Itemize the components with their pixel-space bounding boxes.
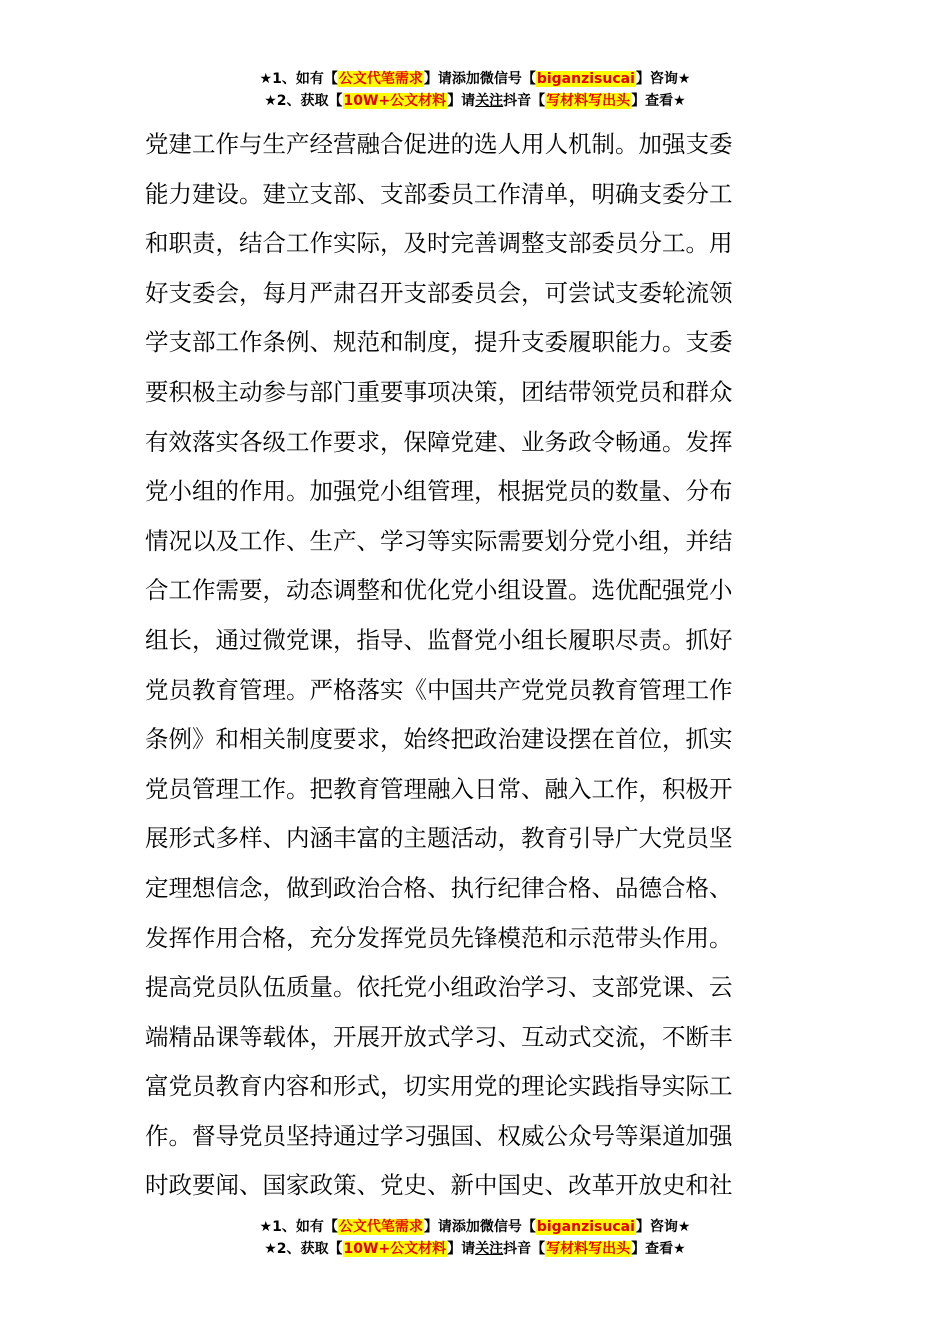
footer-line2-emphasis: 关注: [475, 1241, 504, 1257]
document-body: [145, 120, 807, 1211]
body-line-19: 端精品课等载体，开展开放式学习、互动式交流，不断丰: [145, 1022, 733, 1051]
body-line-8: 党小组的作用。加强党小组管理，根据党员的数量、分布: [145, 477, 733, 506]
footer-banner: [0, 1216, 950, 1260]
header-line1-middle2: 微信号【: [479, 71, 536, 87]
body-line-13: 条例》和相关制度要求，始终把政治建设摆在首位，抓实: [145, 725, 733, 754]
body-line-10: 合工作需要，动态调整和优化党小组设置。选优配强党小: [145, 576, 733, 605]
header-line1-prefix: ★1、如有【: [259, 71, 338, 87]
header-banner-line-2: [0, 90, 950, 112]
footer-line2-highlight-douyin: 写材料写出头: [546, 1241, 631, 1257]
header-line2-highlight-douyin: 写材料写出头: [546, 93, 631, 109]
body-line-14: 党员管理工作。把教育管理融入日常、融入工作，积极开: [145, 774, 733, 803]
footer-line1-middle2: 微信号【: [479, 1219, 536, 1235]
body-line-18: 提高党员队伍质量。依托党小组政治学习、支部党课、云: [145, 973, 733, 1002]
header-line2-middle: 】请: [447, 93, 476, 109]
header-line2-prefix: ★2、获取【: [264, 93, 343, 109]
header-banner-line-1: [0, 68, 950, 90]
footer-line2-highlight-materials: 10W+公文材料: [343, 1241, 447, 1257]
header-line2-middle2: 抖音【: [503, 93, 546, 109]
body-line-1: 党建工作与生产经营融合促进的选人用人机制。加强支委: [145, 130, 733, 158]
footer-line2-prefix: ★2、获取【: [264, 1241, 343, 1257]
body-line-7: 有效落实各级工作要求，保障党建、业务政令畅通。发挥: [145, 427, 733, 456]
footer-banner-line-1: [0, 1216, 950, 1238]
footer-line1-suffix: 】咨询★: [635, 1219, 691, 1235]
body-line-16: 定理想信念，做到政治合格、执行纪律合格、品德合格、: [145, 873, 733, 902]
body-line-9: 情况以及工作、生产、学习等实际需要划分党小组，并结: [145, 526, 733, 555]
body-line-11: 组长，通过微党课，指导、监督党小组长履职尽责。抓好: [145, 625, 733, 654]
footer-line2-middle2: 抖音【: [503, 1241, 546, 1257]
footer-line1-highlight-service: 公文代笔需求: [338, 1219, 423, 1235]
footer-line1-middle: 】请: [423, 1219, 452, 1235]
body-line-22: 时政要闻、国家政策、党史、新中国史、改革开放史和社: [145, 1171, 733, 1200]
body-line-5: 学支部工作条例、规范和制度，提升支委履职能力。支委: [145, 328, 733, 357]
footer-line1-emphasis: 添加: [451, 1219, 480, 1235]
footer-line2-suffix: 】查看★: [631, 1241, 686, 1257]
header-line1-middle: 】请: [423, 71, 452, 87]
header-line1-emphasis: 添加: [451, 71, 480, 87]
footer-line1-highlight-wechat: biganzisucai: [536, 1219, 635, 1235]
header-line1-highlight-wechat: biganzisucai: [536, 71, 635, 87]
footer-line2-middle: 】请: [447, 1241, 476, 1257]
body-line-12: 党员教育管理。严格落实《中国共产党党员教育管理工作: [145, 675, 733, 704]
footer-line1-prefix: ★1、如有【: [259, 1219, 338, 1235]
header-line1-suffix: 】咨询★: [635, 71, 691, 87]
header-line1-highlight-service: 公文代笔需求: [338, 71, 423, 87]
body-line-6: 要积极主动参与部门重要事项决策，团结带领党员和群众: [145, 377, 733, 406]
header-line2-emphasis: 关注: [475, 93, 504, 109]
body-line-20: 富党员教育内容和形式，切实用党的理论实践指导实际工: [145, 1072, 733, 1101]
body-line-2: 能力建设。建立支部、支部委员工作清单，明确支委分工: [145, 179, 733, 208]
body-line-4: 好支委会，每月严肃召开支部委员会，可尝试支委轮流领: [145, 278, 733, 307]
header-line2-highlight-materials: 10W+公文材料: [343, 93, 447, 109]
body-line-21: 作。督导党员坚持通过学习强国、权威公众号等渠道加强: [145, 1121, 733, 1150]
header-line2-suffix: 】查看★: [631, 93, 686, 109]
body-line-3: 和职责，结合工作实际，及时完善调整支部委员分工。用: [145, 229, 733, 258]
header-banner: [0, 68, 950, 112]
footer-banner-line-2: [0, 1238, 950, 1260]
body-line-17: 发挥作用合格，充分发挥党员先锋模范和示范带头作用。: [145, 923, 733, 952]
body-line-15: 展形式多样、内涵丰富的主题活动，教育引导广大党员坚: [145, 824, 733, 853]
